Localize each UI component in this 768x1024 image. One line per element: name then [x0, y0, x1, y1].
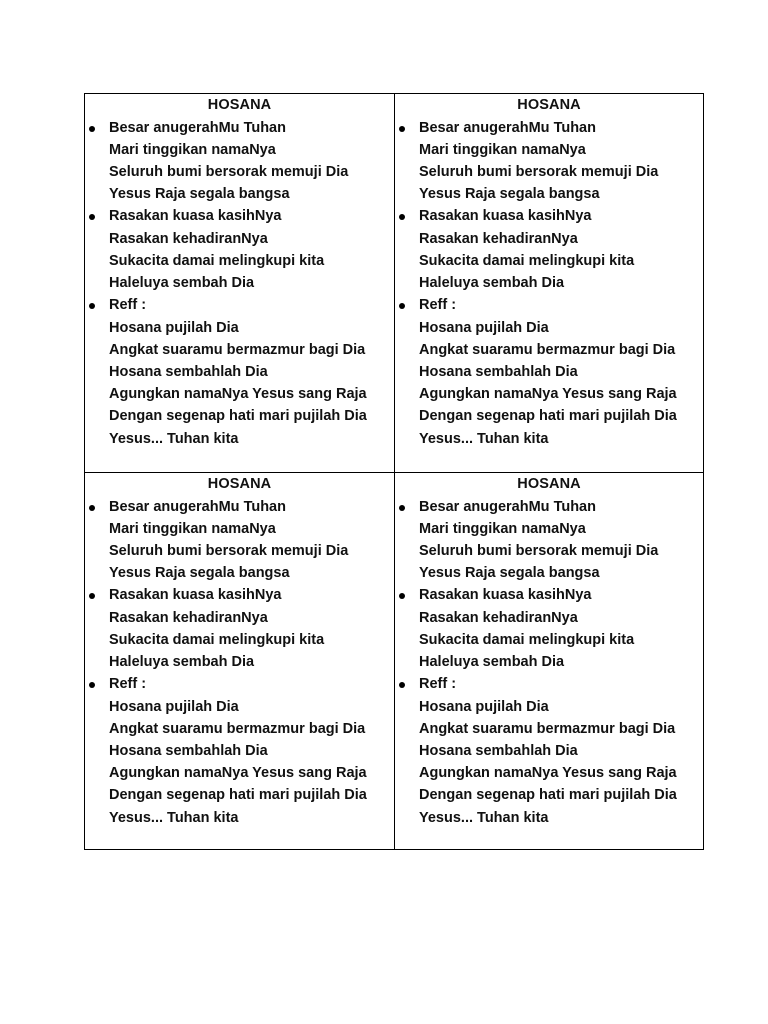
bullet-icon — [399, 126, 405, 132]
bullet-icon — [89, 214, 95, 220]
song-title: HOSANA — [207, 97, 272, 113]
lyric-line: Rasakan kuasa kasihNya — [109, 208, 282, 224]
lyric-line: Rasakan kehadiranNya — [109, 231, 268, 247]
lyrics-table — [84, 93, 704, 850]
lyric-line: Mari tinggikan namaNya — [419, 521, 586, 537]
lyric-line: Rasakan kuasa kasihNya — [109, 587, 282, 603]
lyrics-card-bottom-left — [85, 472, 394, 849]
lyric-line: Besar anugerahMu Tuhan — [109, 120, 286, 136]
lyric-line: Haleluya sembah Dia — [109, 654, 255, 670]
lyric-line: Seluruh bumi bersorak memuji Dia — [109, 164, 349, 180]
lyric-line: Yesus Raja segala bangsa — [109, 186, 290, 202]
lyric-line: Angkat suaramu bermazmur bagi Dia — [419, 342, 676, 358]
lyric-line: Seluruh bumi bersorak memuji Dia — [419, 164, 659, 180]
lyric-line: Yesus... Tuhan kita — [109, 431, 239, 447]
bullet-icon — [399, 505, 405, 511]
song-title: HOSANA — [517, 97, 581, 113]
lyric-line: Rasakan kehadiranNya — [419, 231, 578, 247]
lyric-line: Dengan segenap hati mari pujilah Dia — [109, 787, 367, 803]
lyric-line: Reff : — [109, 297, 147, 313]
song-title: HOSANA — [207, 476, 272, 492]
lyric-line: Mari tinggikan namaNya — [109, 142, 276, 158]
lyric-line: Sukacita damai melingkupi kita — [419, 632, 635, 648]
lyric-line: Angkat suaramu bermazmur bagi Dia — [109, 721, 366, 737]
lyric-line: Besar anugerahMu Tuhan — [419, 120, 596, 136]
lyric-line: Rasakan kuasa kasihNya — [419, 208, 592, 224]
lyric-line: Dengan segenap hati mari pujilah Dia — [419, 408, 677, 424]
lyric-line: Seluruh bumi bersorak memuji Dia — [419, 543, 659, 559]
lyric-line: Yesus Raja segala bangsa — [419, 565, 600, 581]
lyric-line: Hosana sembahlah Dia — [419, 364, 578, 380]
lyrics-card-top-left — [85, 94, 394, 472]
lyrics-card-bottom-right — [394, 472, 703, 849]
lyric-line: Yesus... Tuhan kita — [419, 431, 549, 447]
lyric-line: Hosana pujilah Dia — [109, 699, 239, 715]
bullet-icon — [399, 682, 405, 688]
lyric-line: Angkat suaramu bermazmur bagi Dia — [109, 342, 366, 358]
lyric-line: Dengan segenap hati mari pujilah Dia — [109, 408, 367, 424]
lyric-line: Yesus... Tuhan kita — [419, 810, 549, 826]
bullet-icon — [89, 126, 95, 132]
lyric-line: Agungkan namaNya Yesus sang Raja — [109, 765, 367, 781]
bullet-icon — [399, 214, 405, 220]
lyric-line: Hosana pujilah Dia — [419, 320, 549, 336]
lyric-line: Haleluya sembah Dia — [419, 654, 565, 670]
lyric-line: Besar anugerahMu Tuhan — [419, 499, 596, 515]
lyric-line: Haleluya sembah Dia — [419, 275, 565, 291]
lyric-line: Rasakan kehadiranNya — [419, 610, 578, 626]
bullet-icon — [89, 593, 95, 599]
lyric-line: Rasakan kuasa kasihNya — [419, 587, 592, 603]
bullet-icon — [399, 593, 405, 599]
lyric-line: Reff : — [419, 676, 457, 692]
lyric-line: Angkat suaramu bermazmur bagi Dia — [419, 721, 676, 737]
lyric-line: Haleluya sembah Dia — [109, 275, 255, 291]
lyric-line: Agungkan namaNya Yesus sang Raja — [419, 386, 677, 402]
lyric-line: Reff : — [109, 676, 147, 692]
song-title: HOSANA — [517, 476, 581, 492]
lyric-line: Rasakan kehadiranNya — [109, 610, 268, 626]
lyric-line: Seluruh bumi bersorak memuji Dia — [109, 543, 349, 559]
lyric-line: Hosana pujilah Dia — [109, 320, 239, 336]
lyric-line: Dengan segenap hati mari pujilah Dia — [419, 787, 677, 803]
lyric-line: Mari tinggikan namaNya — [109, 521, 276, 537]
lyric-line: Sukacita damai melingkupi kita — [419, 253, 635, 269]
lyric-line: Hosana sembahlah Dia — [109, 364, 268, 380]
lyric-line: Mari tinggikan namaNya — [419, 142, 586, 158]
lyric-line: Yesus Raja segala bangsa — [109, 565, 290, 581]
lyric-line: Yesus... Tuhan kita — [109, 810, 239, 826]
bullet-icon — [89, 505, 95, 511]
lyrics-card-top-right — [394, 94, 703, 472]
lyric-line: Besar anugerahMu Tuhan — [109, 499, 286, 515]
lyric-line: Yesus Raja segala bangsa — [419, 186, 600, 202]
lyric-line: Reff : — [419, 297, 457, 313]
lyric-line: Sukacita damai melingkupi kita — [109, 253, 325, 269]
bullet-icon — [399, 303, 405, 309]
bullet-icon — [89, 303, 95, 309]
lyric-line: Agungkan namaNya Yesus sang Raja — [419, 765, 677, 781]
bullet-icon — [89, 682, 95, 688]
lyric-line: Hosana sembahlah Dia — [109, 743, 268, 759]
lyric-line: Hosana pujilah Dia — [419, 699, 549, 715]
lyric-line: Hosana sembahlah Dia — [419, 743, 578, 759]
lyric-line: Sukacita damai melingkupi kita — [109, 632, 325, 648]
lyric-line: Agungkan namaNya Yesus sang Raja — [109, 386, 367, 402]
